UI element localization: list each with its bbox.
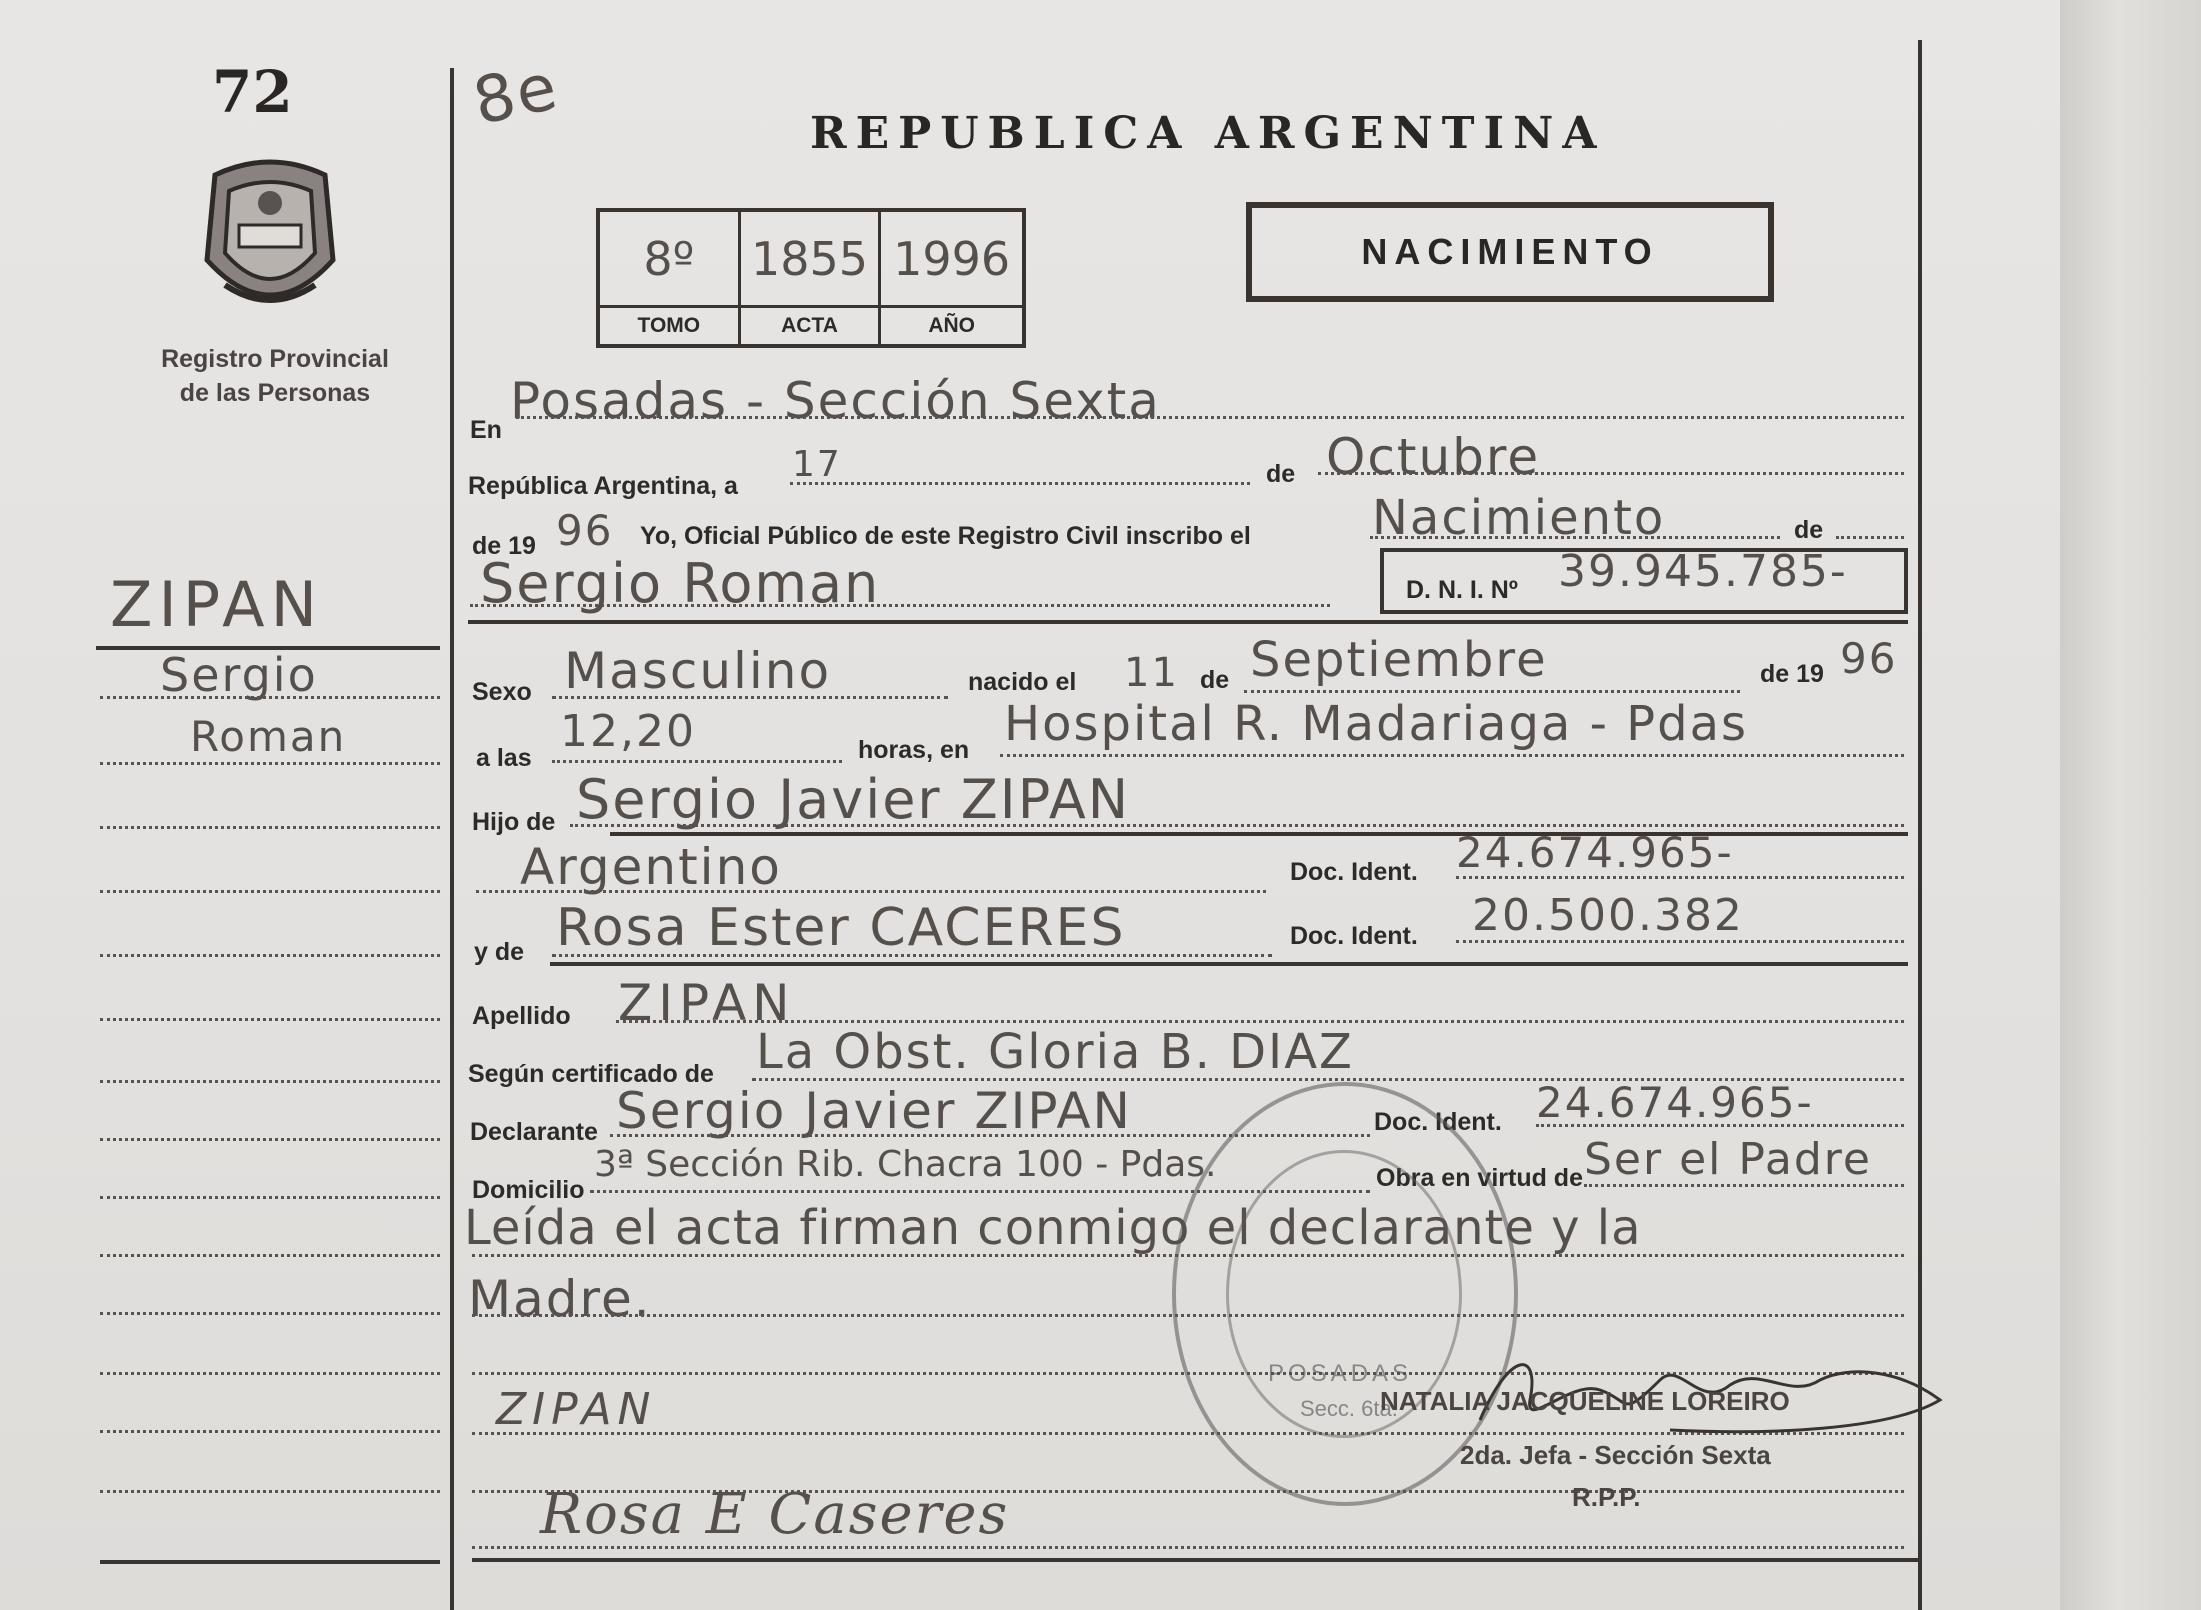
mother-doc-value: 20.500.382 — [1472, 890, 1744, 941]
registry-name — [140, 342, 410, 410]
birth-time-line — [552, 760, 842, 763]
bottom-rule — [472, 1558, 1918, 1562]
text-line-2: Madre. — [468, 1270, 652, 1328]
year-label: de 19 — [472, 532, 536, 560]
declarante-doc-line — [1536, 1124, 1904, 1127]
birth-day-value: 11 — [1124, 650, 1179, 696]
horas-label: horas, en — [858, 736, 970, 764]
margin-line — [100, 1196, 440, 1199]
sexo-label: Sexo — [472, 678, 532, 706]
mother-name-line — [552, 954, 1272, 957]
coat-of-arms-icon — [195, 155, 345, 320]
margin-line — [100, 1372, 440, 1375]
month-line — [1318, 472, 1904, 475]
mother-name-value: Rosa Ester CACERES — [556, 898, 1126, 958]
registry-name-line-1: Registro Provincial — [161, 345, 389, 373]
mother-doc-line — [1456, 940, 1904, 943]
margin-line — [100, 762, 440, 765]
country-title: REPUBLICA ARGENTINA — [810, 108, 1606, 159]
father-doc-label: Doc. Ident. — [1290, 858, 1418, 886]
dni-value: 39.945.785- — [1558, 546, 1848, 597]
stamp-section: Secc. 6ta. — [1300, 1396, 1398, 1421]
registry-name-line-2: de las Personas — [179, 379, 371, 407]
obra-value: Ser el Padre — [1584, 1134, 1872, 1185]
father-nationality-value: Argentino — [520, 838, 782, 896]
officer-initials: R.P.P. — [1572, 1482, 1641, 1512]
en-label: En — [470, 416, 502, 444]
sexo-value: Masculino — [564, 642, 832, 700]
domicilio-value: 3ª Sección Rib. Chacra 100 - Pdas. — [594, 1144, 1217, 1185]
anio-value: 1996 — [881, 212, 1022, 308]
birth-year-label: de 19 — [1760, 660, 1824, 688]
record-reference-table — [596, 208, 1026, 348]
margin-line — [100, 1312, 440, 1315]
margin-line — [100, 1138, 440, 1141]
de-label-2: de — [1794, 516, 1824, 544]
place-value: Posadas - Sección Sexta — [510, 372, 1161, 430]
certificado-value: La Obst. Gloria B. DIAZ — [756, 1024, 1354, 1080]
acta-value: 1855 — [741, 212, 882, 308]
child-name-value: Sergio Roman — [480, 552, 881, 615]
anio-label: AÑO — [928, 314, 975, 337]
margin-line — [100, 826, 440, 829]
margin-line — [100, 696, 440, 699]
declarante-label: Declarante — [470, 1118, 598, 1146]
obra-label: Obra en virtud de — [1376, 1164, 1583, 1192]
nationality-line — [476, 890, 1266, 893]
birth-place-line — [1000, 754, 1904, 757]
birth-year-value: 96 — [1840, 634, 1898, 683]
mother-doc-label: Doc. Ident. — [1290, 922, 1418, 950]
mother-signature: Rosa E Caseres — [540, 1482, 1010, 1547]
section-rule-3 — [550, 962, 1908, 966]
stamp-town: POSADAS — [1268, 1360, 1413, 1387]
republica-label: República Argentina, a — [468, 472, 738, 500]
child-name-line — [470, 604, 1330, 607]
father-name-line — [570, 824, 1904, 827]
hijo-label: Hijo de — [472, 808, 556, 836]
declarante-doc-value: 24.674.965- — [1536, 1078, 1814, 1127]
obra-line — [1584, 1184, 1904, 1187]
apellido-label: Apellido — [472, 1002, 571, 1030]
margin-line — [100, 954, 440, 957]
yo-label: Yo, Oficial Público de este Registro Civil inscribo el — [640, 522, 1251, 550]
margin-line — [100, 1080, 440, 1083]
de-label-3: de — [1200, 666, 1230, 694]
officer-name: NATALIA JACQUELINE LOREIRO — [1380, 1386, 1790, 1416]
de-label: de — [1266, 460, 1296, 488]
act-type-value: Nacimiento — [1372, 490, 1666, 546]
folio-number: 72 — [212, 58, 293, 126]
day-value: 17 — [792, 444, 842, 485]
birth-time-value: 12,20 — [560, 706, 696, 757]
declarante-value: Sergio Javier ZIPAN — [616, 1082, 1132, 1140]
margin-surname: ZIPAN — [110, 568, 323, 641]
apellido-line — [616, 1020, 1904, 1023]
margin-given-name-1: Sergio — [160, 648, 318, 702]
a-las-label: a las — [476, 744, 532, 772]
year-value: 96 — [556, 506, 614, 555]
y-de-label: y de — [474, 938, 525, 966]
de-line — [1836, 536, 1904, 539]
text-line-1: Leída el acta firman conmigo el declarante y la — [464, 1200, 1642, 1256]
page-edge-shadow — [2060, 0, 2201, 1610]
father-name-value: Sergio Javier ZIPAN — [576, 768, 1131, 831]
margin-line — [100, 1490, 440, 1493]
birth-place-value: Hospital R. Madariaga - Pdas — [1004, 696, 1749, 752]
tomo-value: 8º — [600, 212, 741, 308]
declarante-doc-label: Doc. Ident. — [1374, 1108, 1502, 1136]
month-value: Octubre — [1326, 428, 1541, 486]
domicilio-label: Domicilio — [472, 1176, 585, 1204]
father-signature: ZIPAN — [496, 1384, 657, 1435]
margin-bottom-rule — [100, 1560, 440, 1564]
margin-line — [100, 1254, 440, 1257]
officer-office: 2da. Jefa - Sección Sexta — [1460, 1440, 1771, 1470]
margin-line — [100, 1430, 440, 1433]
dni-label: D. N. I. Nº — [1406, 576, 1518, 604]
nacido-label: nacido el — [968, 668, 1077, 696]
section-rule-1 — [468, 620, 1908, 624]
birth-month-line — [1244, 690, 1740, 693]
tomo-label: TOMO — [600, 308, 741, 344]
sexo-line — [552, 696, 948, 699]
note-mark: 8e — [467, 50, 565, 140]
margin-line — [100, 890, 440, 893]
birth-month-value: Septiembre — [1250, 632, 1548, 688]
segun-label: Según certificado de — [468, 1060, 714, 1088]
record-type-box: NACIMIENTO — [1246, 202, 1774, 302]
signature-line — [472, 1546, 1904, 1549]
acta-label: ACTA — [741, 308, 882, 344]
place-line — [516, 416, 1904, 419]
father-doc-line — [1456, 876, 1904, 879]
father-doc-value: 24.674.965- — [1456, 828, 1734, 877]
act-type-line — [1370, 536, 1780, 539]
margin-line — [100, 1018, 440, 1021]
margin-given-name-2: Roman — [190, 712, 347, 761]
day-line — [790, 482, 1250, 485]
apellido-value: ZIPAN — [618, 974, 796, 1032]
margin-divider — [450, 68, 454, 1610]
